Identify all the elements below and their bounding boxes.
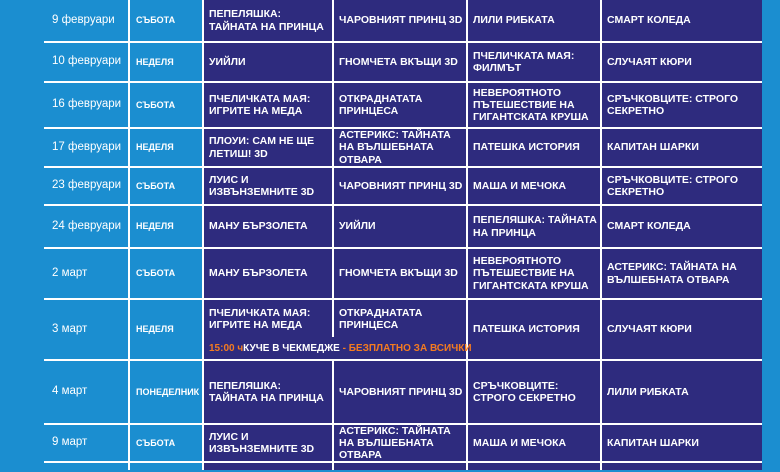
film-cell: КАПИТАН ШАРКИ [602,129,762,166]
film-cell: ЧАРОВНИЯТ ПРИНЦ 3D [334,0,466,41]
table-row [44,83,762,129]
weekday-cell: СЪБОТА [130,0,202,41]
date-cell: 23 февруари [44,168,128,204]
film-cell: НЕВЕРОЯТНОТО ПЪТЕШЕСТВИЕ НА ГИГАНТСКАТА КРУША [468,249,600,298]
table-row [44,168,762,206]
date-cell: 16 февруари [44,83,128,127]
weekday-cell: СЪБОТА [130,168,202,204]
film-cell: ПАТЕШКА ИСТОРИЯ [468,129,600,166]
date-cell: 4 март [44,361,128,423]
date-cell: 24 февруари [44,206,128,247]
film-cell: МАНУ БЪРЗОЛЕТА [204,206,332,247]
film-cell: ПАТЕШКА ИСТОРИЯ [468,300,600,359]
film-cell: СМАРТ КОЛЕДА [602,0,762,41]
weekday-cell [130,463,202,470]
film-cell: ГНОМЧЕТА ВКЪЩИ 3D [334,249,466,298]
film-cell: ЛИЛИ РИБКАТА [468,0,600,41]
film-cell [334,463,466,470]
film-cell: СЛУЧАЯТ КЮРИ [602,43,762,81]
date-cell: 17 февруари [44,129,128,166]
date-cell [44,463,128,470]
film-cell: СРЪЧКОВЦИТЕ: СТРОГО СЕКРЕТНО [602,83,762,127]
table-row [44,43,762,83]
table-row [44,206,762,249]
weekday-cell: НЕДЕЛЯ [130,43,202,81]
table-row [44,0,762,43]
table-row [44,361,762,425]
film-cell: МАНУ БЪРЗОЛЕТА [204,249,332,298]
film-cell [602,463,762,470]
film-cell: ЧАРОВНИЯТ ПРИНЦ 3D [334,168,466,204]
film-cell: СЛУЧАЯТ КЮРИ [602,300,762,359]
film-cell: УИЙЛИ [334,206,466,247]
film-cell: УИЙЛИ [204,43,332,81]
table-row [44,249,762,300]
film-cell: ЛУИС И ИЗВЪНЗЕМНИТЕ 3D [204,168,332,204]
film-cell: ГНОМЧЕТА ВКЪЩИ 3D [334,43,466,81]
date-cell: 10 февруари [44,43,128,81]
film-cell: МАША И МЕЧОКА [468,168,600,204]
table-row [44,129,762,168]
film-cell: ЛУИС И ИЗВЪНЗЕМНИТЕ 3D [204,425,332,461]
film-cell: СРЪЧКОВЦИТЕ: СТРОГО СЕКРЕТНО [468,361,600,423]
film-cell: ПЛОУИ: САМ НЕ ЩЕ ЛЕТИШ! 3D [204,129,332,166]
schedule-table [44,0,762,470]
film-cell: ПЕПЕЛЯШКА: ТАЙНАТА НА ПРИНЦА [468,206,600,247]
date-cell: 3 март [44,300,128,359]
special-time: 15:00 ч [209,342,244,354]
film-cell: ПЧЕЛИЧКАТА МАЯ: ФИЛМЪТ [468,43,600,81]
date-cell: 2 март [44,249,128,298]
table-row [44,425,762,463]
special-free-label: - БЕЗПЛАТНО ЗА ВСИЧКИ [342,342,472,354]
date-cell: 9 февруари [44,0,128,41]
film-cell: АСТЕРИКС: ТАЙНАТА НА ВЪЛШЕБНАТА ОТВАРА [334,425,466,461]
weekday-cell: СЪБОТА [130,83,202,127]
film-cell: НЕВЕРОЯТНОТО ПЪТЕШЕСТВИЕ НА ГИГАНТСКАТА КРУША [468,83,600,127]
film-cell: ОТКРАДНАТАТА ПРИНЦЕСА [334,83,466,127]
film-cell: МАША И МЕЧОКА [468,425,600,461]
weekday-cell: НЕДЕЛЯ [130,300,202,359]
film-cell: СРЪЧКОВЦИТЕ: СТРОГО СЕКРЕТНО [602,168,762,204]
film-cell [468,463,600,470]
weekday-cell: НЕДЕЛЯ [130,206,202,247]
film-cell: АСТЕРИКС: ТАЙНАТА НА ВЪЛШЕБНАТА ОТВАРА [602,249,762,298]
special-screening-note [204,337,472,359]
film-cell: ЛИЛИ РИБКАТА [602,361,762,423]
weekday-cell: СЪБОТА [130,425,202,461]
special-title: КУЧЕ В ЧЕКМЕДЖЕ [243,342,340,354]
film-cell: ОТКРАДНАТАТА ПРИНЦЕСА [334,300,466,338]
weekday-cell: СЪБОТА [130,249,202,298]
weekday-cell: НЕДЕЛЯ [130,129,202,166]
film-cell: ПЧЕЛИЧКАТА МАЯ: ИГРИТЕ НА МЕДА [204,300,332,338]
table-row [44,463,762,472]
weekday-cell: ПОНЕДЕЛНИК [130,361,202,423]
film-cell: ПЧЕЛИЧКАТА МАЯ: ИГРИТЕ НА МЕДА [204,83,332,127]
film-cell: ПЕПЕЛЯШКА: ТАЙНАТА НА ПРИНЦА [204,0,332,41]
date-cell: 9 март [44,425,128,461]
film-cell [204,463,332,470]
film-cell: СМАРТ КОЛЕДА [602,206,762,247]
film-cell: КАПИТАН ШАРКИ [602,425,762,461]
table-row [44,300,762,361]
film-cell: ЧАРОВНИЯТ ПРИНЦ 3D [334,361,466,423]
film-cell: АСТЕРИКС: ТАЙНАТА НА ВЪЛШЕБНАТА ОТВАРА [334,129,466,166]
film-cell: ПЕПЕЛЯШКА: ТАЙНАТА НА ПРИНЦА [204,361,332,423]
